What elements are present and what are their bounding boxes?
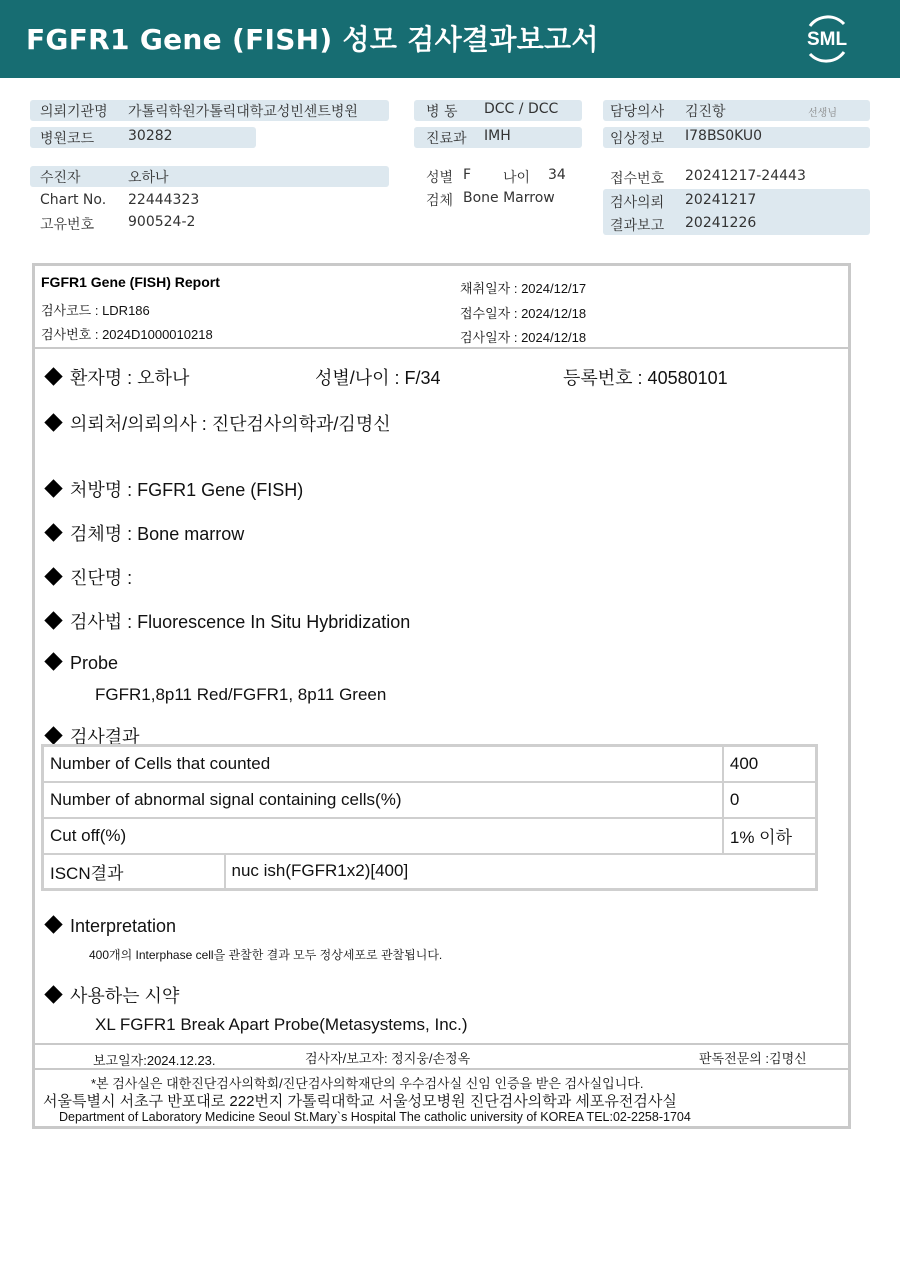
field-label: 병 동 <box>426 104 458 120</box>
field-label: 고유번호 <box>40 217 95 233</box>
field-value: DCC / DCC <box>484 101 559 117</box>
field-label: Chart No. <box>40 192 107 208</box>
divider <box>35 1043 848 1045</box>
result-heading-text: 검사결과 <box>70 727 140 747</box>
field-label: 담당의사 <box>610 104 665 120</box>
test-date: 검사일자 : 2024/12/18 <box>460 330 587 345</box>
receive-date: 접수일자 : 2024/12/18 <box>460 306 587 321</box>
specialist: 판독전문의 :김명신 <box>699 1051 807 1066</box>
table-cell: Number of abnormal signal containing cells(%) <box>43 782 723 818</box>
report-header <box>0 0 900 78</box>
table-cell: Cut off(%) <box>43 818 723 854</box>
interpretation-heading <box>43 916 176 937</box>
probe-heading <box>43 653 118 674</box>
table-row <box>43 818 817 854</box>
diamond-bullet-icon <box>44 413 62 431</box>
field-value: 20241217 <box>685 192 757 208</box>
prescription-text: 처방명 : FGFR1 Gene (FISH) <box>70 480 304 500</box>
patient-name-text: 환자명 : 오하나 <box>70 368 190 388</box>
registration-text: 등록번호 : 40580101 <box>563 368 728 388</box>
report-header-box <box>35 266 848 349</box>
table-row <box>43 746 817 782</box>
specimen-text: 검체명 : Bone marrow <box>70 524 245 544</box>
table-cell: ISCN결과 <box>43 854 225 890</box>
field-value: 오하나 <box>128 170 169 186</box>
page-title: FGFR1 Gene (FISH) 성모 검사결과보고서 <box>26 23 599 56</box>
diamond-bullet-icon <box>44 915 62 933</box>
field-value: I78BS0KU0 <box>685 128 763 144</box>
field-value: 20241226 <box>685 215 757 231</box>
reagent-heading-text: 사용하는 시약 <box>70 986 180 1006</box>
department-english: Department of Laboratory Medicine Seoul St.Mary`s Hospital The catholic university of KOREA TEL:02-2258-1704 <box>59 1110 691 1124</box>
table-cell: nuc ish(FGFR1x2)[400] <box>225 854 817 890</box>
table-cell: 0 <box>723 782 817 818</box>
diagnosis-text: 진단명 : <box>70 568 133 588</box>
diamond-bullet-icon <box>44 726 62 744</box>
sml-logo <box>798 12 856 66</box>
field-label: 성별 <box>426 170 454 186</box>
field-value: IMH <box>484 128 511 144</box>
info-bar <box>30 166 389 187</box>
report-date: 보고일자:2024.12.23. <box>93 1053 216 1068</box>
reagent-text: XL FGFR1 Break Apart Probe(Metasystems, Inc.) <box>95 1015 468 1034</box>
reagent-heading <box>43 982 179 1008</box>
patient-line <box>43 364 189 390</box>
field-label: 진료과 <box>426 131 467 147</box>
field-label: 의뢰기관명 <box>40 104 108 120</box>
field-label: 검체 <box>426 193 454 209</box>
divider <box>35 1068 848 1070</box>
field-label: 결과보고 <box>610 218 665 234</box>
diagnosis-line <box>43 564 132 590</box>
table-cell: 1% 이하 <box>723 818 817 854</box>
table-row <box>43 854 817 890</box>
logo-text: SML <box>806 29 848 50</box>
field-label: 임상정보 <box>610 131 665 147</box>
report-title: FGFR1 Gene (FISH) Report <box>41 274 220 290</box>
probe-heading-text: Probe <box>70 653 119 673</box>
prescription-line <box>43 476 303 502</box>
table-cell: 400 <box>723 746 817 782</box>
certification-note: *본 검사실은 대한진단검사의학회/진단검사의학재단의 우수검사실 신임 인증을 받은 검사실입니다. <box>91 1076 644 1091</box>
interpretation-text: 400개의 Interphase cell을 관찰한 결과 모두 정상세포로 관찰됩니다. <box>89 948 443 962</box>
field-value: 22444323 <box>128 192 200 208</box>
sex-age-text: 성별/나이 : F/34 <box>315 368 441 388</box>
test-code: 검사코드 : LDR186 <box>41 303 150 318</box>
doctor-suffix: 선생님 <box>808 108 837 119</box>
field-value: 20241217-24443 <box>685 168 806 184</box>
table-cell: Number of Cells that counted <box>43 746 723 782</box>
diamond-bullet-icon <box>44 985 62 1003</box>
field-value: 가톨릭학원가톨릭대학교성빈센트병원 <box>128 104 358 120</box>
field-label: 접수번호 <box>610 171 665 187</box>
method-line <box>43 608 410 634</box>
interpretation-heading-text: Interpretation <box>70 916 177 936</box>
table-row <box>43 782 817 818</box>
field-label: 검사의뢰 <box>610 195 665 211</box>
result-table <box>41 744 818 891</box>
test-number: 검사번호 : 2024D1000010218 <box>41 327 213 342</box>
diamond-bullet-icon <box>44 567 62 585</box>
field-value: 김진항 <box>685 104 726 120</box>
field-value: F <box>463 167 472 183</box>
diamond-bullet-icon <box>44 367 62 385</box>
probe-text: FGFR1,8p11 Red/FGFR1, 8p11 Green <box>95 685 387 704</box>
diamond-bullet-icon <box>44 479 62 497</box>
field-value: 900524-2 <box>128 214 196 230</box>
field-value: Bone Marrow <box>463 190 555 206</box>
collect-date: 채취일자 : 2024/12/17 <box>460 281 587 296</box>
field-label: 나이 <box>503 170 531 186</box>
referrer-line <box>43 410 391 436</box>
diamond-bullet-icon <box>44 652 62 670</box>
field-value: 30282 <box>128 128 173 144</box>
diamond-bullet-icon <box>44 611 62 629</box>
report-box <box>32 263 851 1129</box>
field-label: 병원코드 <box>40 131 95 147</box>
specimen-line <box>43 520 244 546</box>
lab-address: 서울특별시 서초구 반포대로 222번지 가톨릭대학교 서울성모병원 진단검사의학과 세포유전검사실 <box>43 1093 677 1110</box>
field-value: 34 <box>548 167 566 183</box>
field-label: 수진자 <box>40 170 81 186</box>
referrer-text: 의뢰처/의뢰의사 : 진단검사의학과/김명신 <box>70 414 391 434</box>
method-text: 검사법 : Fluorescence In Situ Hybridization <box>70 612 411 632</box>
diamond-bullet-icon <box>44 523 62 541</box>
inspector: 검사자/보고자: 정지웅/손정옥 <box>305 1051 471 1066</box>
